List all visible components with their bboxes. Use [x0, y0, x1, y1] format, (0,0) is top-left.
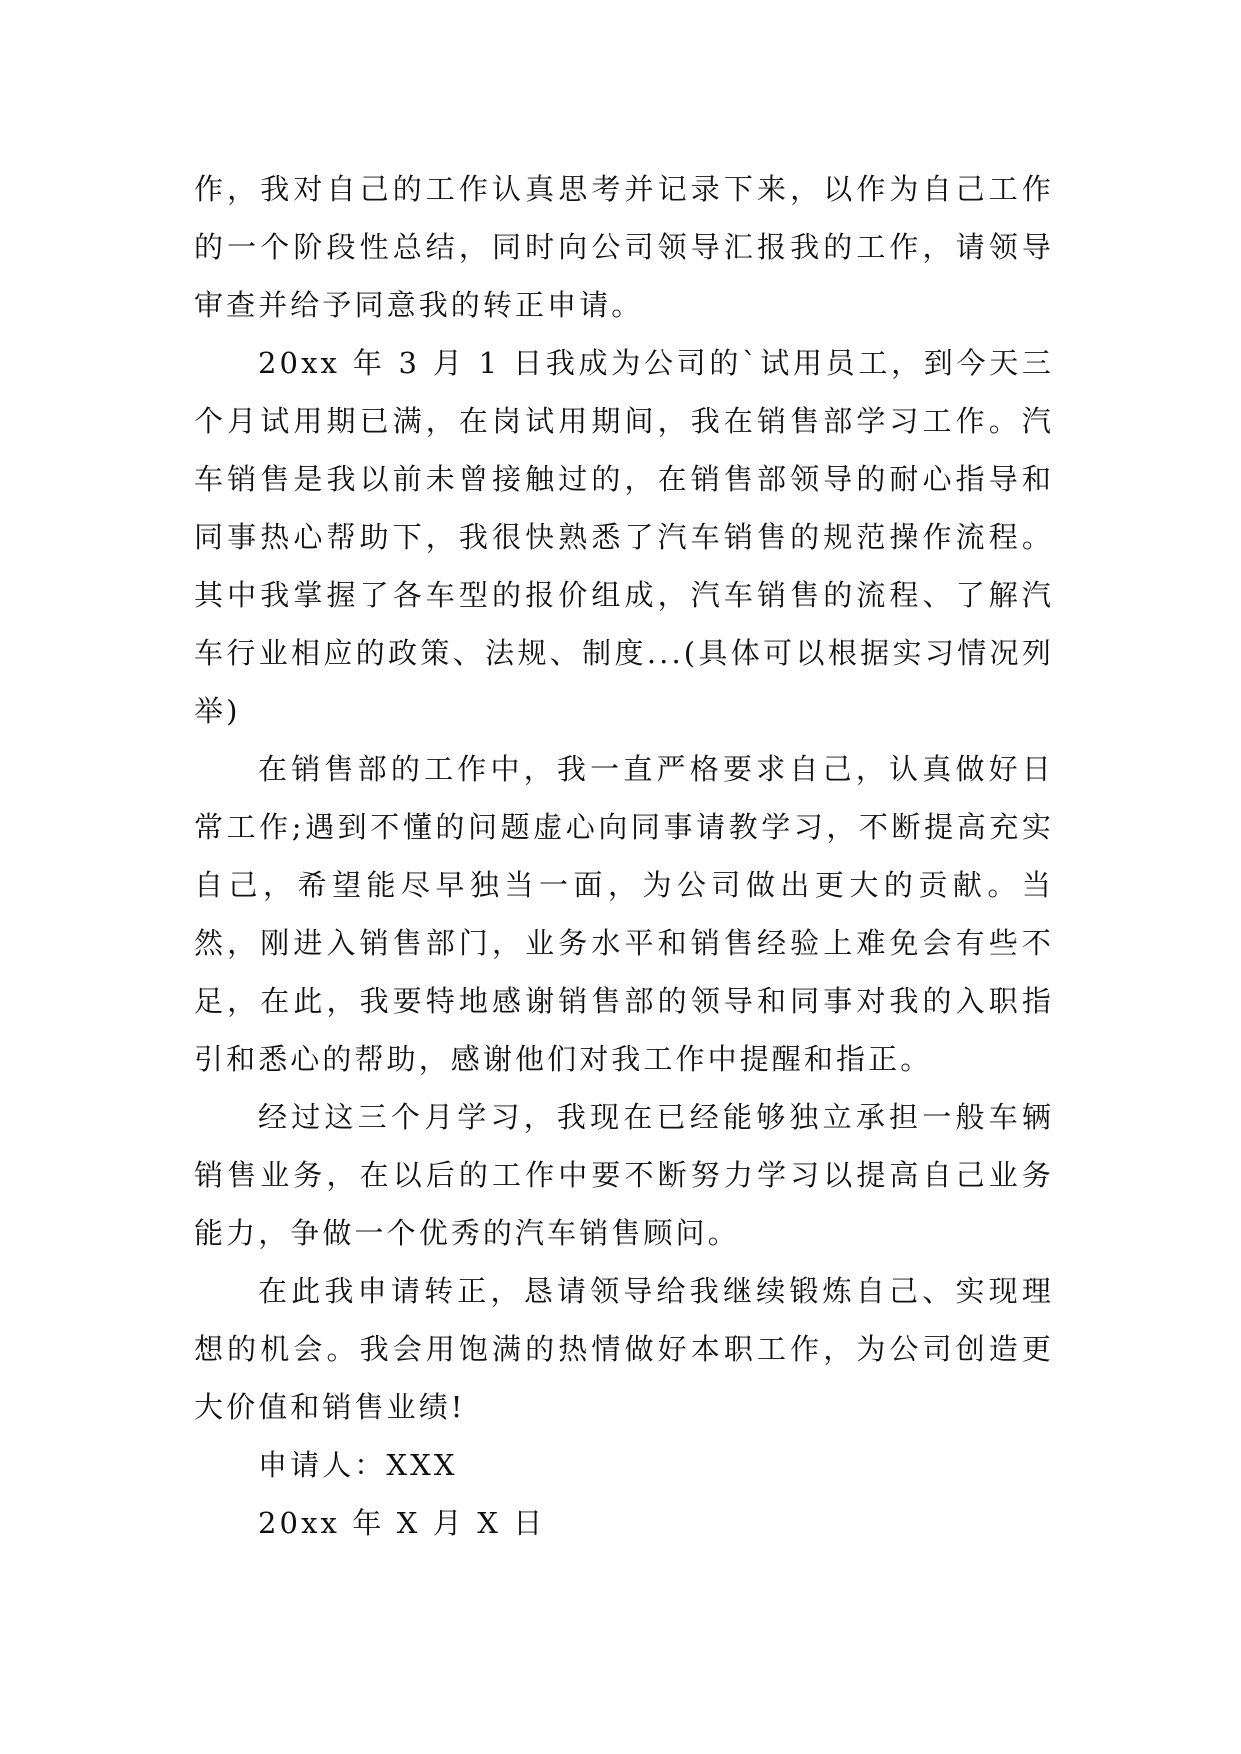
paragraph-trial-period: 20xx 年 3 月 1 日我成为公司的`试用员工，到今天三个月试用期已满，在岗试用期间，我在销售部学习工作。汽车销售是我以前未曾接触过的，在销售部领导的耐心指导和同事热心帮助下，我很快熟悉了汽车销售的规范操作流程。其中我掌握了各车型的报价组成，汽车销售的流程、了解汽车行业相应的政策、法规、制度...(具体可以根据实习情况列举) — [194, 346, 1054, 728]
paragraph-continuation: 作，我对自己的工作认真思考并记录下来，以作为自己工作的一个阶段性总结，同时向公司领导汇报我的工作，请领导审查并给予同意我的转正申请。 — [194, 172, 1054, 322]
paragraph-request: 在此我申请转正，恳请领导给我继续锻炼自己、实现理想的机会。我会用饱满的热情做好本职工作，为公司创造更大价值和销售业绩! — [194, 1274, 1054, 1424]
applicant-signature: 申请人：XXX — [258, 1448, 458, 1482]
paragraph-progress: 经过这三个月学习，我现在已经能够独立承担一般车辆销售业务，在以后的工作中要不断努力学习以提高自己业务能力，争做一个优秀的汽车销售顾问。 — [194, 1100, 1054, 1250]
document-body — [194, 160, 1054, 1552]
signature-date: 20xx 年 X 月 X 日 — [258, 1506, 546, 1540]
paragraph-work-attitude: 在销售部的工作中，我一直严格要求自己，认真做好日常工作;遇到不懂的问题虚心向同事请教学习，不断提高充实自己，希望能尽早独当一面，为公司做出更大的贡献。当然，刚进入销售部门，业务水平和销售经验上难免会有些不足，在此，我要特地感谢销售部的领导和同事对我的入职指引和悉心的帮助，感谢他们对我工作中提醒和指正。 — [194, 752, 1054, 1076]
